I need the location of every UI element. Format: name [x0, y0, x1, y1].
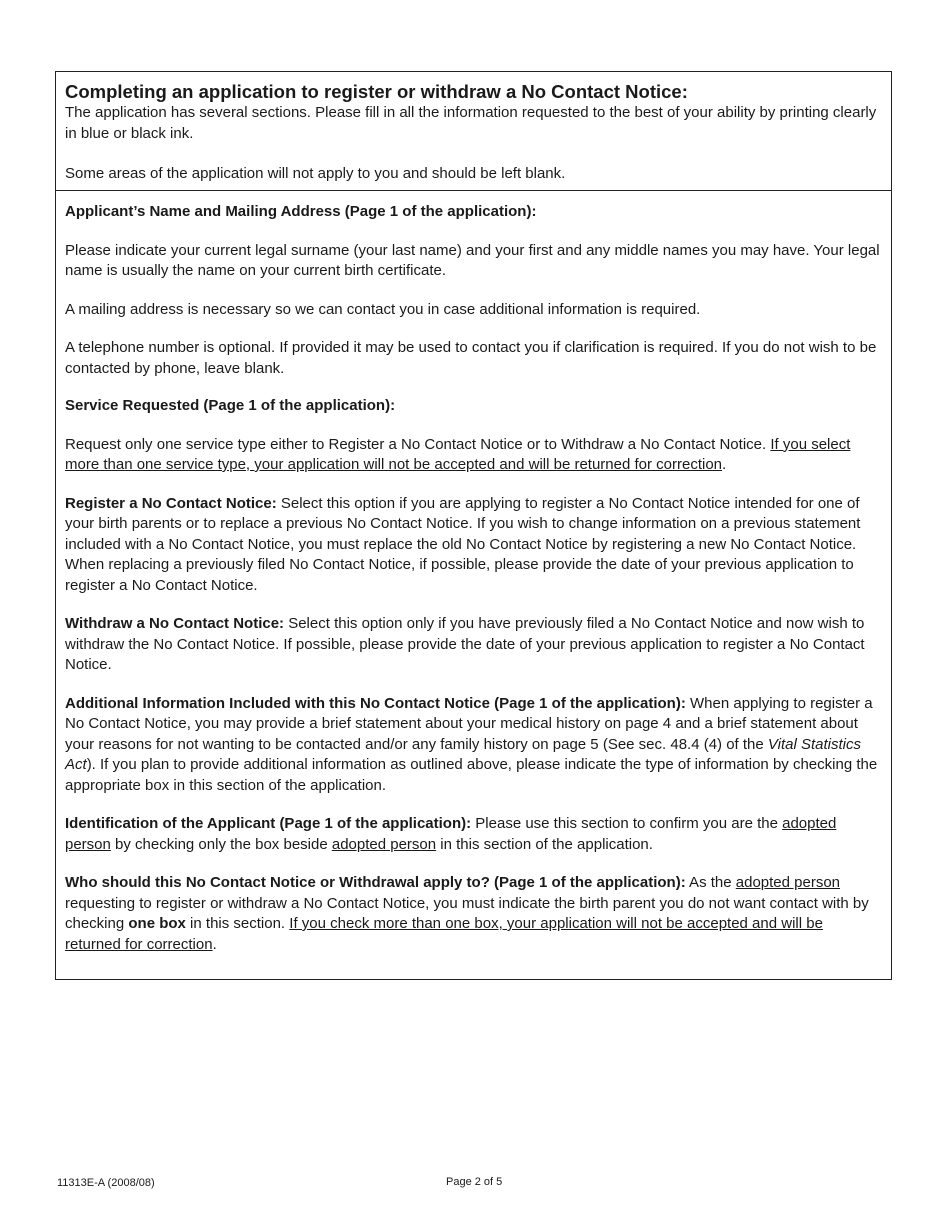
adopted-person-term: adopted person [735, 874, 841, 891]
service-warning-end: . [722, 456, 727, 473]
adopted-person-term: adopted person [65, 815, 837, 853]
service-heading: Service Requested (Page 1 of the application): [65, 397, 396, 414]
who-text-b: requesting to register or withdraw a No Contact Notice, you must indicate the birth parent you do not want contact with by checking [65, 894, 869, 932]
service-text-body: Request only one service type either to Register a No Contact Notice or to Withdraw a No Contact Notice. [65, 435, 771, 453]
applicant-heading: Applicant’s Name and Mailing Address (Page 1 of the application): [65, 203, 537, 220]
intro-section [56, 72, 891, 191]
who-text-c: in this section. [185, 915, 290, 932]
withdraw-paragraph [65, 614, 882, 676]
service-text [65, 435, 882, 476]
adopted-person-term: adopted person [331, 835, 437, 853]
additional-text-a: When applying to register a No Contact Notice, you may provide a brief statement about your medical history on page 4 and a brief statement about your reasons for not wanting to be contacted and/or any family history on page 5 (See sec. 48.4 (4) of the [65, 694, 873, 753]
identification-text-b: by checking only the box beside [110, 835, 332, 853]
who-label: Who should this No Contact Notice or Withdrawal apply to? (Page 1 of the application): [65, 874, 686, 891]
additional-paragraph [65, 694, 882, 797]
who-text-a: As the [685, 874, 736, 891]
who-warning: If you check more than one box, your application will not be accepted and will be returned for correction [65, 915, 823, 953]
withdraw-label: Withdraw a No Contact Notice: [65, 615, 285, 632]
additional-text-b: ). If you plan to provide additional information as outlined above, please indicate the type of information by checking the appropriate box in this section of the application. [65, 756, 878, 794]
register-paragraph [65, 494, 882, 597]
withdraw-text: Select this option only if you have previously filed a No Contact Notice and now wish to withdraw the No Contact Notice. If possible, please provide the date of your previous application to register a No Contact Notice. [65, 615, 865, 673]
identification-paragraph [65, 814, 882, 855]
blank-note: Some areas of the application will not apply to you and should be left blank. [65, 165, 566, 182]
register-label: Register a No Contact Notice: [65, 494, 277, 512]
who-paragraph [65, 873, 882, 955]
applicant-name-text: Please indicate your current legal surname (your last name) and your first and any middle names you may have. Your legal name is usually the name on your current birth certificate. [65, 241, 880, 279]
details-section [56, 191, 891, 955]
service-warning: If you select more than one service type, your application will not be accepted and will be returned for correction [65, 435, 851, 473]
instructions-box [55, 71, 892, 980]
applicant-phone-text: A telephone number is optional. If provided it may be used to contact you if clarification is required. If you do not wish to be contacted by phone, leave blank. [65, 339, 877, 377]
act-name: Vital Statistics Act [65, 735, 861, 773]
applicant-address-text: A mailing address is necessary so we can contact you in case additional information is required. [65, 300, 701, 318]
page-number: Page 2 of 5 [446, 1176, 503, 1188]
identification-label: Identification of the Applicant (Page 1 of the application): [65, 815, 472, 832]
page-title: Completing an application to register or withdraw a No Contact Notice: [65, 81, 688, 102]
register-text: Select this option if you are applying to register a No Contact Notice intended for one of your birth parents or to replace a previous No Contact Notice. If you wish to change information on a previous statement included with a No Contact Notice, you must replace the old No Contact Notice by registering a new No Contact Notice. When replacing a previously filed No Contact Notice, if possible, please provide the date of your previous application to register a No Contact Notice. [65, 494, 861, 594]
additional-label: Additional Information Included with this No Contact Notice (Page 1 of the application): [65, 694, 686, 712]
one-box-term: one box [128, 915, 186, 932]
form-id: 11313E-A (2008/08) [57, 1177, 155, 1189]
intro-text: The application has several sections. Please fill in all the information requested to the best of your ability by printing clearly in blue or black ink. [65, 104, 877, 142]
who-warning-end: . [212, 935, 217, 953]
identification-text-c: in this section of the application. [436, 835, 653, 853]
identification-text-a: Please use this section to confirm you are the [471, 815, 783, 832]
